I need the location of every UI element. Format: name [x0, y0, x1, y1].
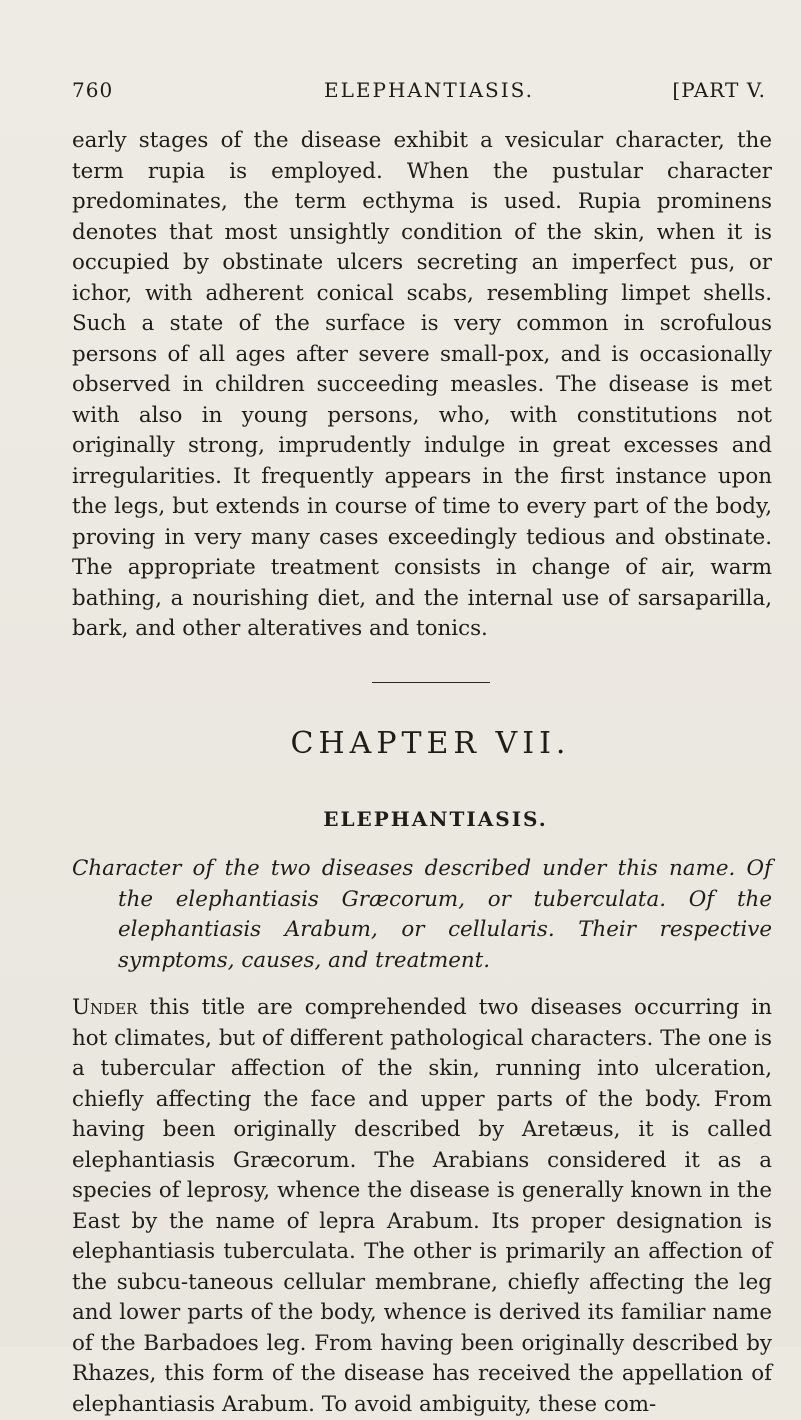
chapter-heading: CHAPTER VII. — [290, 726, 571, 761]
running-title: ELEPHANTIASIS. — [324, 78, 534, 102]
part-label: [PART V. — [672, 78, 766, 102]
paragraph-elephantiasis — [72, 993, 772, 1420]
section-divider — [372, 682, 490, 683]
chapter-argument: Character of the two diseases described under this name. Of the elephantiasis Græcorum, or tuberculata. Of the elephantiasis Arabum, or cellularis. Their respective symptoms, causes, and treatment. — [72, 856, 772, 973]
chapter-subheading: ELEPHANTIASIS. — [323, 807, 548, 831]
page-number: 760 — [72, 78, 114, 102]
paragraph-body: this title are comprehended two diseases occurring in hot climates, but of different pathological characters. The one is a tubercular affection of the skin, running into ulceration, chiefly affecting the face and upper parts of the body. From having been originally described by Aretæus, it is called elephantiasis Græcorum. The Arabians considered it as a species of leprosy, whence the disease is generally known in the East by the name of lepra Arabum. Its proper designation is elephantiasis tuberculata. The other is primarily an affection of the subcu-taneous cellular membrane, chiefly affecting the leg and lower parts of the body, whence is derived its familiar name of the Barbadoes leg. From having been originally described by Rhazes, this form of the disease has received the appellation of elephantiasis Arabum. To avoid ambiguity, these com- — [72, 995, 772, 1417]
paragraph-rupia: early stages of the disease exhibit a vesicular character, the term rupia is employed. When the pustular character predominates, the term ecthyma is used. Rupia prominens denotes that most unsightly condition of the skin, when it is occupied by obstinate ulcers secreting an imperfect pus, or ichor, with adherent conical scabs, resembling limpet shells. Such a state of the surface is very common in scrofulous persons of all ages after severe small-pox, and is occasionally observed in children succeeding measles. The disease is met with also in young persons, who, with constitutions not originally strong, imprudently indulge in great excesses and irregularities. It frequently appears in the first instance upon the legs, but extends in course of time to every part of the body, proving in very many cases exceedingly tedious and obstinate. The appropriate treatment consists in change of air, warm bathing, a nourishing diet, and the internal use of sarsaparilla, bark, and other alteratives and tonics. — [72, 128, 772, 641]
paragraph-lead-in: Under — [72, 995, 138, 1020]
running-head — [72, 78, 771, 108]
